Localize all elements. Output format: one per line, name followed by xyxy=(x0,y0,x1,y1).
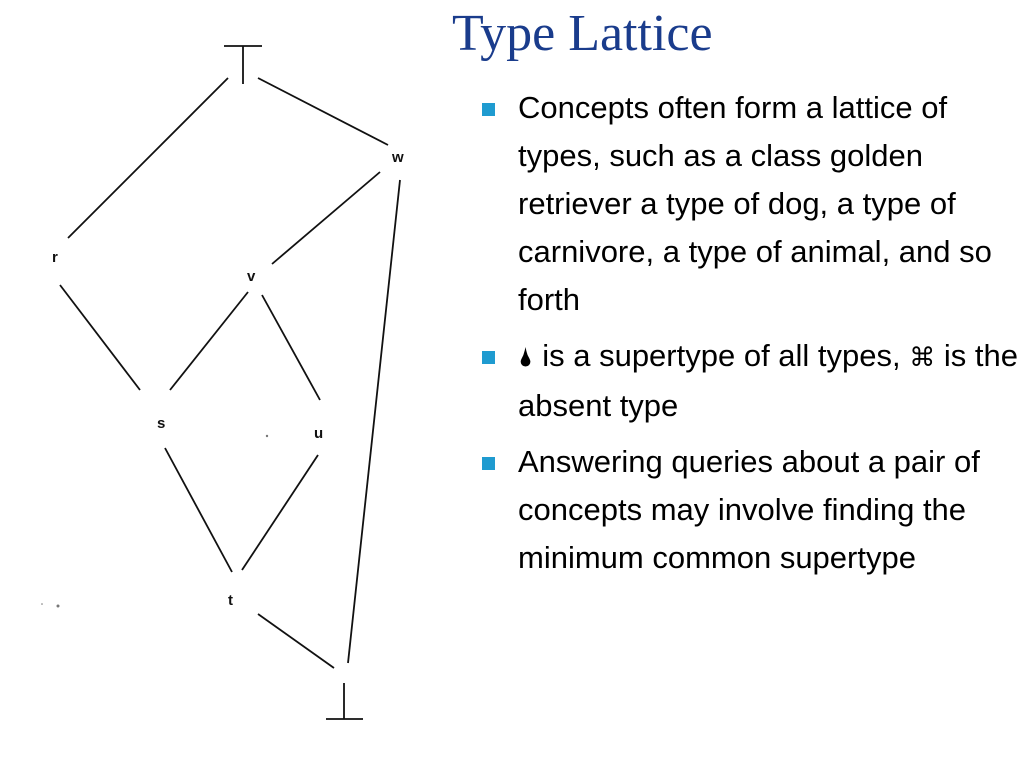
node-label-s: s xyxy=(157,415,166,432)
bullet-item xyxy=(480,84,1020,324)
edge-r-s xyxy=(60,285,140,390)
edge-v-u xyxy=(262,295,320,400)
bullet-text: Answering queries about a pair of concepts may involve finding the minimum common supertype xyxy=(518,444,980,575)
edge-w-v xyxy=(272,172,380,264)
bullet-text: Concepts often form a lattice of types, such as a class golden retriever a type of dog, a type of carnivore, a type of animal, and so forth xyxy=(518,90,992,317)
node-label-t: t xyxy=(228,592,233,609)
slide-title: Type Lattice xyxy=(452,5,713,62)
edge-top-w xyxy=(258,78,388,145)
edge-v-s xyxy=(170,292,248,390)
scan-speck xyxy=(266,435,268,437)
edge-top-r xyxy=(68,78,228,238)
bullet-square-icon xyxy=(482,103,495,116)
edge-u-t xyxy=(242,455,318,570)
bullet-square-icon xyxy=(482,351,495,364)
bullet-square-icon xyxy=(482,457,495,470)
type-lattice-diagram xyxy=(0,0,450,768)
edge-t-bottom xyxy=(258,614,334,668)
scan-speck xyxy=(57,605,60,608)
edge-s-t xyxy=(165,448,232,572)
bullet-list xyxy=(480,84,1020,590)
node-label-w: w xyxy=(392,149,404,166)
node-label-r: r xyxy=(52,249,58,266)
node-label-u: u xyxy=(314,425,324,442)
bullet-item xyxy=(480,438,1020,582)
bullet-item xyxy=(480,332,1020,430)
droplet-symbol: 🌢 xyxy=(518,343,534,373)
bullet-text: is a supertype of all types, xyxy=(533,338,910,373)
edge-w-bottom xyxy=(348,180,400,663)
scan-speck xyxy=(41,603,43,605)
bullet-text: is the absent type xyxy=(518,338,1018,423)
node-label-v: v xyxy=(247,268,256,285)
command-symbol: ⌘ xyxy=(909,343,936,373)
